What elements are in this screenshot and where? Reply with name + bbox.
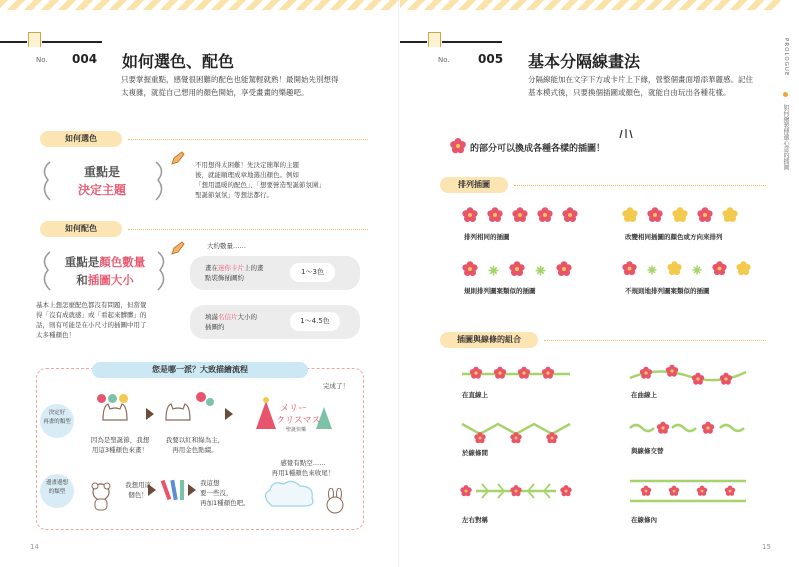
divider-straight: [460, 362, 572, 384]
left-page: [0, 0, 399, 567]
header-rule: [442, 41, 502, 43]
arrow-icon: [188, 484, 196, 496]
caption-varied: 改變相同插圖的顏色或方向來排列: [625, 233, 723, 241]
flower-icon: [509, 261, 525, 277]
sprout-icon: [487, 264, 500, 277]
page-number: 15: [762, 543, 771, 551]
svg-text:メリー: メリー: [280, 404, 308, 414]
sprout-icon: [646, 264, 658, 276]
bunny-icon: [324, 488, 346, 514]
flower-icon: [692, 373, 704, 385]
sparkle-icon: [618, 128, 634, 140]
caption-inside: 在線條內: [631, 516, 657, 524]
flower-icon: [546, 432, 557, 443]
header-rule: [42, 41, 102, 43]
flower-icon: [725, 486, 735, 496]
flower-icon: [510, 485, 521, 496]
caption-between: 於線條間: [462, 449, 488, 457]
flower-row-irregular: [622, 261, 760, 280]
flower-icon: [647, 207, 663, 223]
flower-icon: [462, 207, 478, 223]
page-title: 如何選色、配色: [122, 52, 235, 71]
dotted-divider: [128, 229, 368, 230]
divider-symmetric: [458, 478, 574, 504]
flower-icon: [697, 486, 707, 496]
dotted-divider: [544, 340, 766, 341]
step4-text: 我這想 要一些沒， 再加1種顏色吧。: [200, 479, 250, 507]
header-rule: [0, 41, 27, 43]
bookmark-icon: [28, 32, 41, 47]
approx-label: 大約數量……: [207, 242, 246, 250]
dotted-divider: [514, 185, 766, 186]
bracket-left-icon: [36, 250, 56, 292]
christmas-illustration: [248, 393, 338, 433]
flower-icon: [722, 207, 738, 223]
top-stripe: [400, 0, 780, 10]
bracket-left-icon: [36, 160, 56, 202]
side-label: 如何繪製傳遞心意的插圖: [782, 104, 789, 170]
no-label: No.: [36, 56, 48, 64]
section1-text: 不用想得太困難！先決定簡單的主題 後，就能順理成章地選出顏色。例如 「想用溫暖的配色」、「想要營造聖誕節氛圍」 聖誕節氣氛」等想法都行。: [195, 161, 325, 199]
section-number: 005: [478, 52, 504, 66]
postcard-count: 1〜4.5色: [290, 312, 340, 331]
flower-row-varied: [622, 207, 747, 227]
dotted-divider: [128, 139, 368, 140]
no-label: No.: [438, 56, 450, 64]
flower-row-regular: [462, 261, 581, 281]
key-point-count-size: 重點是顏色數量 和插圖大小: [64, 255, 146, 287]
done-label: 完成了！: [323, 382, 349, 390]
intro-text: 分隔線能加在文字下方或卡片上下緣，營整個畫面增添華麗感。記住 基本模式後，只要換個插圖或顏色，就能自由玩出各種花樣。: [528, 75, 753, 97]
caption-symmetric: 左右對稱: [462, 516, 488, 524]
intro-text: 只要掌握重點，感覺很困難的配色也能駕輕就熟！最開始先別想得 太複雜，就從自己想用的顏色開始，享受畫畫的樂趣吧。: [121, 75, 339, 97]
cloud-illustration: [260, 478, 320, 508]
arrow-icon: [148, 484, 156, 496]
side-label-en: PROLOGUE: [783, 38, 789, 77]
caption-curved: 在曲線上: [631, 391, 657, 399]
flow-band: 您是哪一派？大致描繪流程: [92, 362, 308, 378]
flower-icon: [494, 367, 506, 379]
divider-curved: [628, 362, 748, 388]
flower-icon: [720, 373, 732, 385]
flower-icon: [518, 367, 530, 379]
flower-icon: [487, 207, 503, 223]
flower-icon: [560, 485, 571, 496]
crayons-icon: [160, 474, 190, 504]
flower-icon: [542, 367, 554, 379]
cat-icon: [100, 400, 130, 422]
step5-text: 感覺有點空…… 再用1種顏色來收尾！: [271, 459, 335, 477]
flower-icon: [556, 261, 572, 277]
flower-icon: [640, 367, 652, 379]
section-pill-match-color: 如何配色: [40, 221, 122, 237]
lead-text: 的部分可以換成各種各樣的插圖！: [470, 144, 606, 154]
arrow-icon: [225, 408, 233, 420]
flower-icon: [460, 485, 471, 496]
caption-regular: 規則排列圖案類似的插圖: [464, 287, 536, 295]
flower-icon: [667, 261, 682, 276]
mini-card-count: 1〜3色: [290, 263, 335, 282]
section2-note: 基本上想怎麼配色都沒有問題，但當覺 得「沒有成就感」或「看起來髒髒」的 話，則有可能是在小尺寸的插圖中用了 太多種顏色！: [36, 301, 147, 339]
caption-straight: 在直線上: [462, 391, 488, 399]
flower-icon: [474, 432, 485, 443]
flower-icon: [470, 367, 482, 379]
flower-icon: [537, 207, 553, 223]
pencil-icon: [170, 150, 186, 166]
flower-icon: [641, 486, 651, 496]
right-page: [400, 0, 799, 567]
svg-text:聖誕快樂: 聖誕快樂: [286, 427, 307, 433]
postcard-text: 填滿名信片大小的 插圖約: [205, 313, 257, 331]
section-pill-arrange: 排列插圖: [440, 177, 508, 193]
top-stripe: [0, 0, 399, 10]
flower-icon: [666, 365, 678, 377]
arrow-icon: [146, 408, 154, 420]
header-rule: [400, 41, 427, 43]
flower-icon: [697, 207, 713, 223]
flower-icon: [657, 422, 669, 434]
flower-row-same: [462, 207, 587, 227]
flower-icon: [669, 486, 679, 496]
page-number: 14: [30, 543, 39, 551]
flower-icon: [512, 207, 528, 223]
cat-icon: [163, 400, 193, 422]
svg-text:クリスマス: クリスマス: [276, 416, 321, 426]
bear-icon: [90, 482, 112, 512]
color-dot: [206, 398, 214, 406]
sprout-icon: [534, 264, 547, 277]
color-dot: [196, 392, 206, 402]
pencil-icon: [170, 240, 186, 256]
section-pill-combine: 插圖與線條的組合: [440, 332, 538, 348]
step2-text: 我要以紅和綠為主， 再用金色點綴。: [165, 436, 225, 454]
flower-icon: [450, 138, 466, 154]
divider-alternate: [628, 416, 748, 438]
page-title: 基本分隔線畫法: [528, 52, 641, 71]
caption-alternate: 與線條交替: [631, 447, 664, 455]
flower-icon: [712, 261, 727, 276]
flower-icon: [736, 261, 751, 276]
flower-icon: [702, 422, 714, 434]
key-point-theme: 重點是 決定主題: [77, 165, 126, 197]
divider-between: [460, 416, 572, 444]
flower-icon: [622, 261, 637, 276]
flower-icon: [462, 261, 478, 277]
type1-label: 決定好 再畫的類型: [43, 410, 71, 425]
mini-card-text: 畫在迷你卡片上的畫 點裝飾插圖約: [205, 264, 264, 282]
flower-icon: [562, 207, 578, 223]
section-number: 004: [72, 52, 98, 66]
flower-icon: [622, 207, 638, 223]
bookmark-icon: [428, 32, 441, 47]
side-dot: [783, 92, 788, 97]
type2-label: 邊畫邊想 的類型: [45, 480, 68, 495]
sprout-icon: [691, 264, 703, 276]
section-pill-choose-color: 如何選色: [40, 131, 122, 147]
bracket-right-icon: [150, 160, 170, 202]
caption-irregular: 不規則地排列圖案類似的插圖: [625, 287, 710, 295]
divider-inside: [628, 476, 748, 506]
flower-icon: [672, 207, 688, 223]
caption-same: 排列相同的插圖: [464, 233, 510, 241]
step3-text: 我想用這 個色！: [125, 481, 151, 499]
bracket-right-icon: [152, 250, 172, 292]
flower-icon: [510, 432, 521, 443]
step1-text: 因為是聖誕節，我想 用這3種顏色來畫！: [90, 436, 150, 454]
